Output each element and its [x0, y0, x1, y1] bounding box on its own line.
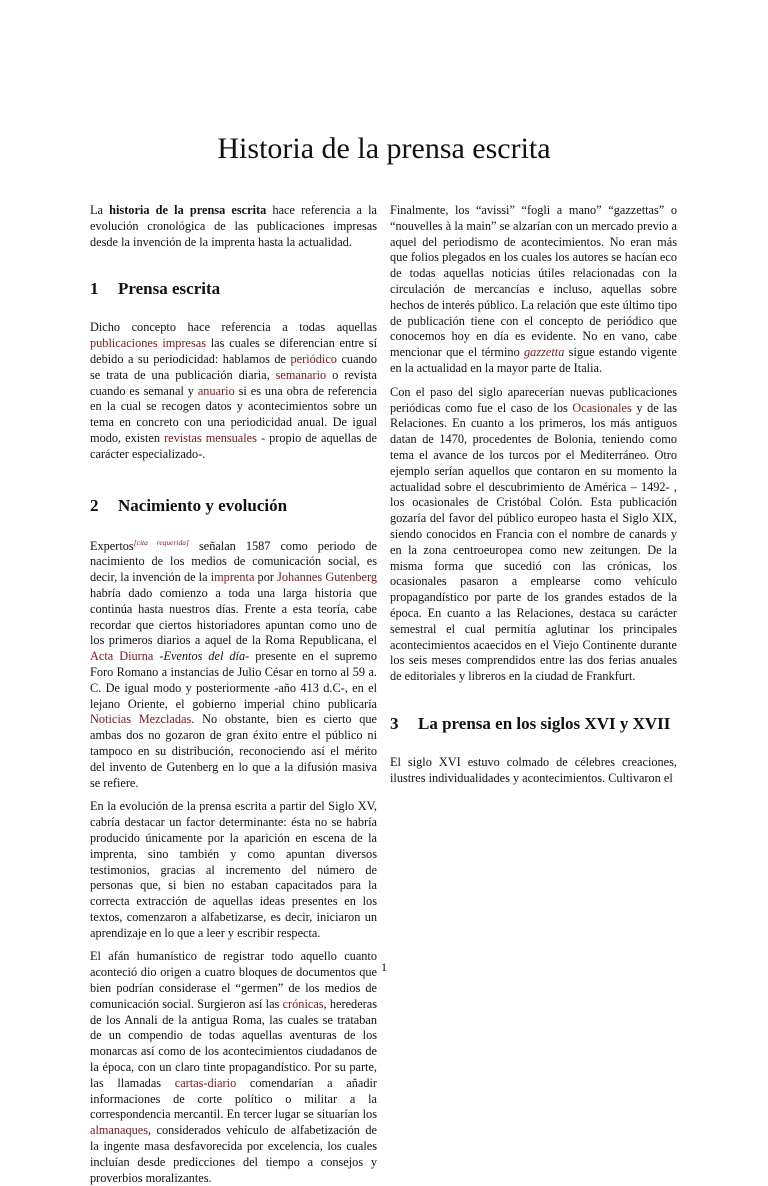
link-cronicas[interactable]: crónicas — [282, 996, 324, 1011]
link-johannes-gutenberg[interactable]: Johannes Gutenberg — [277, 570, 377, 585]
link-semanario[interactable]: semanario — [275, 367, 327, 382]
link-gazzetta[interactable]: gazzetta — [524, 345, 565, 360]
page-title: Historia de la prensa escrita — [217, 132, 551, 166]
link-noticias-mezcladas[interactable]: Noticias Mezcladas — [90, 712, 192, 727]
section-heading-siglos-xvi-xvii: 3 La prensa en los siglos XVI y XVII — [390, 713, 671, 733]
section-heading-prensa-escrita: 1 Prensa escrita — [90, 279, 221, 299]
link-revistas-mensuales[interactable]: revistas mensuales — [164, 430, 257, 445]
link-anuario[interactable]: anuario — [197, 383, 235, 398]
section3-paragraph-1: El siglo XVI estuvo colmado de célebres creaciones, ilustres individualidades y acontecimientos. Cultivaron el — [390, 754, 677, 785]
section1-paragraph: Dicho concepto hace referencia a todas aquellas publicaciones impresas las cuales se diferencian entre sí debido a su periodicidad: hablamos de periódico cuando se trata de una publicación diaria, semanario o revista cuando es semanal y anuario si es una obra de referencia en la cual se recogen datos y acontecimientos sobre un tema en concreto con una periodicidad anual. De igual modo, existen revistas mensuales - propio de aquellas de carácter especializado-. — [90, 320, 378, 461]
section2-paragraph-4: Finalmente, los “avissi” “fogli a mano” “gazzettas” o “nouvelles à la main” se alzarían con un mercado previo a aquel del periodismo de acontecimientos. No eran más que folios plegados en los cuales los autores se hacían eco de todas aquellas noticias útiles relacionadas con la circulación de mercancías e incluso, aquellas sobre hechos de interés público. La relación que este último tipo de publicación tiene con el concepto de periódico que conocemos hoy en día es evidente. No en vano, cabe mencionar que el término gazzetta sigue estando vigente en la actualidad en la mayor parte de Italia. — [390, 203, 677, 375]
section2-paragraph-3: El afán humanístico de registrar todo aquello cuanto aconteció dio origen a cuatro bloques de documentos que bien podrían considerase el “germen” de los medios de comunicación social. Surgieron así las crónicas, herederas de los Annali de la antigua Roma, las cuales se trataban de un compendio de todas aquellas aventuras de los monarcas así como de los acontecimientos ciudadanos de la época, con un claro tinte propagandístico. Por su parte, las llamadas cartas-diario comendarían a añadir informaciones de corte político o militar a la correspondencia mercantil. En tercer lugar se situarían los almanaques, considerados vehículo de alfabetización de la ingente masa desfavorecida por excelencia, los cuales incluían desde predicciones del tiempo a consejos y proverbios moralizantes. — [90, 949, 377, 1185]
link-periodico[interactable]: periódico — [290, 351, 337, 366]
link-publicaciones-impresas[interactable]: publicaciones impresas — [90, 336, 207, 351]
link-almanaques[interactable]: almanaques — [90, 1123, 149, 1138]
link-ocasionales[interactable]: Ocasionales — [572, 400, 632, 415]
section-heading-nacimiento: 2 Nacimiento y evolución — [90, 495, 288, 515]
link-imprenta[interactable]: imprenta — [210, 570, 255, 585]
link-acta-diurna[interactable]: Acta Diurna — [90, 649, 154, 664]
section2-paragraph-5: Con el paso del siglo aparecerían nuevas publicaciones periódicas como fue el caso de los Ocasionales y de las Relaciones. En cuanto a los primeros, los más antiguos datan de 1470, procedentes de Bolonia, teniendo como tema el avance de los turcos por el Mediterráneo. Otro ejemplo serían aquellos que contaron en su momento la actualidad sobre el descubrimiento de América – 1492- , los ocasionales de Cristóbal Colón. Esta publicación gozaría del favor del público europeo hasta el Siglo XIX, siendo conocidos en Francia con el nombre de canards y en la zona centroeuropea como new zeitungen. De la misma forma que sucedió con las crónicas, los ocasionales pasaron a emplearse como vehículo propagandístico por parte de los grandes estados de la época. En cuanto a las Relaciones, destaca su carácter semestral el cual permitía aglutinar los principales acontecimientos acaecidos en el Viejo Continente durante los seis meses comprendidos entre las dos ferias anuales de editoriales y libreros en la ciudad de Frankfurt. — [390, 384, 677, 684]
page-number: 1 — [381, 960, 387, 974]
intro-paragraph: La historia de la prensa escrita hace referencia a la evolución cronológica de las publicaciones impresas desde la invención de la imprenta hasta la actualidad. — [90, 203, 378, 249]
left-column — [90, 203, 377, 1186]
right-column — [390, 203, 677, 795]
section2-paragraph-2: En la evolución de la prensa escrita a partir del Siglo XV, cabría destacar un factor determinante: ésta no se habría producido únicamente por la aparición en escena de la imprenta, sino también y como apuntan diversos testimonios, gracias al incremento del número de personas que, si bien no estaban capacitados para la correcta extracción de aquellas ideas presentes en los textos, comenzaron a alfabetizarse, es decir, iniciaron un aprendizaje en lo que a leer y escribir respecta. — [90, 799, 377, 940]
citation-needed-link[interactable]: [cita requerida] — [133, 537, 189, 547]
link-cartas-diario[interactable]: cartas-diario — [174, 1075, 237, 1090]
section2-paragraph-1: Expertos[cita requerida] señalan 1587 como periodo de nacimiento de los medios de comunicación social, es decir, la invención de la imprenta por Johannes Gutenberg habría dado comienzo a toda una larga historia que continúa hasta nuestros días. Frente a esta teoría, cabe recordar que ciertos historiadores apuntan como uno de los primeros diarios a aquel de la Roma Republicana, el Acta Diurna -Eventos del día- presente en el supremo Foro Romano a instancias de Julio César en torno al 59 a. C. De igual modo y posteriormente -año 413 d.C-, en el lejano Oriente, el gobierno imperial chino publicaría Noticias Mezcladas. No obstante, bien es cierto que ambas dos no gozaron de gran éxito entre el público ni tampoco en su distribución, reconociendo así el mérito del invento de Gutenberg en lo que a la difusión masiva se refiere. — [90, 537, 378, 790]
bold-term: historia de la prensa escrita — [109, 203, 267, 217]
